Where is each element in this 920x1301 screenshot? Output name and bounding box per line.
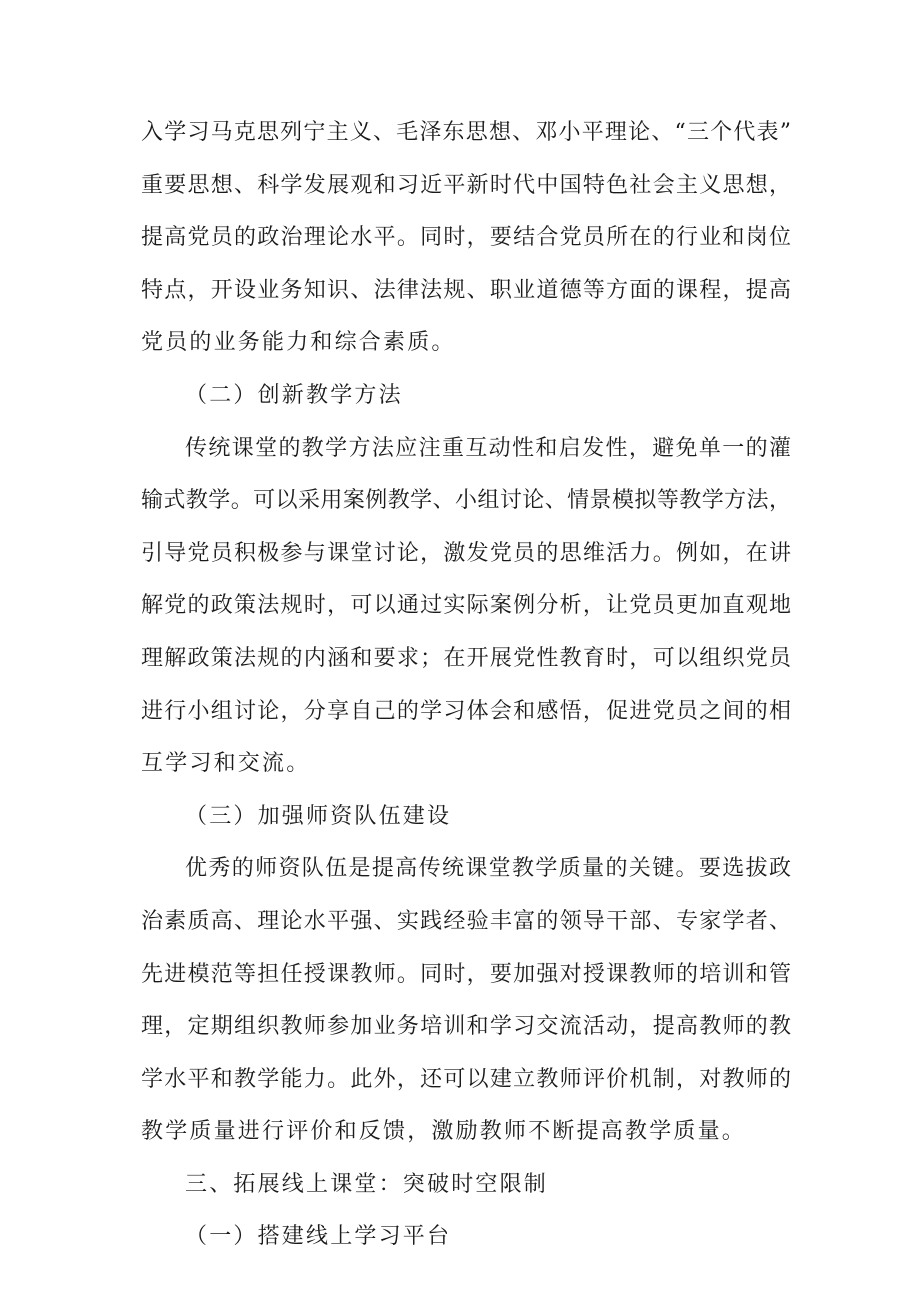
body-text-line: 重要思想、科学发展观和习近平新时代中国特色社会主义思想， — [141, 172, 791, 198]
body-text-line: 教学质量进行评价和反馈，激励教师不断提高教学质量。 — [141, 1119, 747, 1145]
body-text-line: 输式教学。可以采用案例教学、小组讨论、情景模拟等教学方法， — [141, 488, 791, 514]
body-text-line: 引导党员积极参与课堂讨论，激发党员的思维活力。例如，在讲 — [141, 540, 791, 566]
body-text-line: 先进模范等担任授课教师。同时，要加强对授课教师的培训和管 — [141, 961, 791, 987]
body-text-line: 治素质高、理论水平强、实践经验丰富的领导干部、专家学者、 — [141, 908, 791, 934]
section-subheading: （二）创新教学方法 — [185, 382, 403, 408]
section-heading: 三、拓展线上课堂：突破时空限制 — [185, 1171, 549, 1197]
body-text-line: 互学习和交流。 — [141, 751, 311, 777]
body-text-line: 党员的业务能力和综合素质。 — [141, 330, 456, 356]
body-text-line: 提高党员的政治理论水平。同时，要结合党员所在的行业和岗位 — [141, 225, 791, 251]
body-text-line: 理解政策法规的内涵和要求；在开展党性教育时，可以组织党员 — [141, 645, 791, 671]
section-subheading: （三）加强师资队伍建设 — [185, 803, 452, 829]
section-subheading: （一）搭建线上学习平台 — [185, 1224, 452, 1250]
paragraph-first-line: 优秀的师资队伍是提高传统课堂教学质量的关键。要选拔政 — [185, 856, 791, 882]
body-text-line: 入学习马克思列宁主义、毛泽东思想、邓小平理论、“三个代表” — [141, 120, 791, 145]
body-text-line: 进行小组讨论，分享自己的学习体会和感悟，促进党员之间的相 — [141, 698, 791, 724]
body-text-line: 特点，开设业务知识、法律法规、职业道德等方面的课程，提高 — [141, 277, 791, 303]
document-body — [141, 107, 791, 1264]
body-text-line: 解党的政策法规时，可以通过实际案例分析，让党员更加直观地 — [141, 593, 791, 619]
body-text-line: 理，定期组织教师参加业务培训和学习交流活动，提高教师的教 — [141, 1014, 791, 1040]
paragraph-first-line: 传统课堂的教学方法应注重互动性和启发性，避免单一的灌 — [185, 435, 791, 461]
body-text-line: 学水平和教学能力。此外，还可以建立教师评价机制，对教师的 — [141, 1066, 791, 1092]
